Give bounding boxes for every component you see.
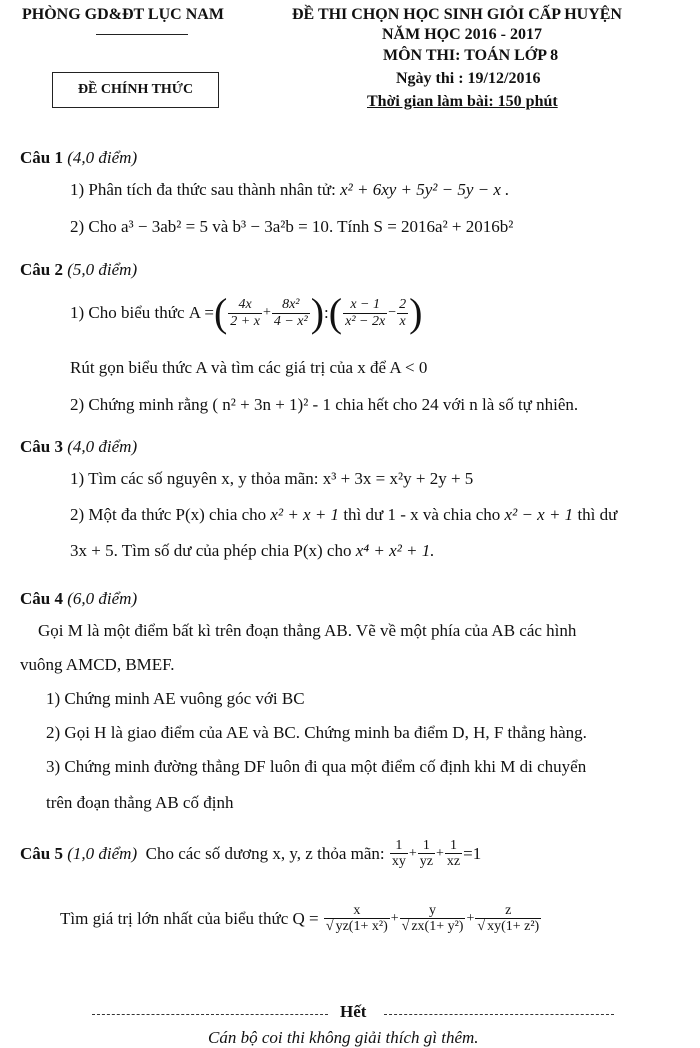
q2-part1: 1) Cho biểu thức A = ( $\frac{4x}{2 + x}$ + $\frac{\text{8x²}}{\text{4 − x²}}$ ) : ( $\frac{x - 1}{\text{x² − 2x}}$ − $\frac{2}{x}$ ) bbox=[70, 290, 423, 335]
fraction-q-x: $\frac{x}{\text{√ yz(1+ x²)}}$ bbox=[325, 903, 388, 935]
q1-p1-expr: x² + 6xy + 5y² − 5y − x . bbox=[340, 180, 510, 199]
q2-simplify: Rút gọn biểu thức A và tìm các giá trị của x để A < 0 bbox=[70, 358, 428, 377]
q1-p2-expr3: S = 2016a² + 2016b² bbox=[373, 217, 514, 236]
q3-p1-text: 1) Tìm các số nguyên x, y thỏa mãn: bbox=[70, 469, 319, 488]
q1-title: Câu 1 bbox=[20, 148, 63, 167]
q3-part2-line2 bbox=[70, 541, 435, 561]
q2-heading bbox=[20, 260, 137, 280]
fraction-4x: $\frac{4x}{2 + x}$ bbox=[230, 297, 260, 329]
q1-points: (4,0 điểm) bbox=[67, 148, 138, 167]
q4-part2: 2) Gọi H là giao điểm của AE và BC. Chứng minh ba điểm D, H, F thẳng hàng. bbox=[46, 723, 587, 742]
q2-part2: 2) Chứng minh rằng ( n² + 3n + 1)² - 1 chia hết cho 24 với n là số tự nhiên. bbox=[70, 395, 579, 414]
q2-points: (5,0 điểm) bbox=[67, 260, 138, 279]
fraction-q-z: $\frac{z}{\text{√ xy(1+ z²)}}$ bbox=[477, 903, 540, 935]
q1-p2-expr1: a³ − 3ab² = 5 bbox=[121, 217, 208, 236]
q5-condition-rhs: =1 bbox=[463, 843, 482, 863]
exam-subject: MÔN THI: TOÁN LỚP 8 bbox=[383, 47, 559, 64]
q4-intro-line1: Gọi M là một điểm bất kì trên đoạn thẳng AB. Vẽ về một phía của AB các hình bbox=[38, 621, 577, 640]
q1-p1-text: 1) Phân tích đa thức sau thành nhân tử: bbox=[70, 180, 336, 199]
official-label: ĐỀ CHÍNH THỨC bbox=[52, 72, 219, 108]
footer-dash-left bbox=[92, 1014, 328, 1015]
q3-title: Câu 3 bbox=[20, 437, 63, 456]
q3-points: (4,0 điểm) bbox=[67, 437, 138, 456]
q1-p2-and: và bbox=[212, 217, 229, 236]
q4-title: Câu 4 bbox=[20, 589, 63, 608]
fraction-1-xz: $\frac{1}{xz}$ bbox=[446, 838, 461, 870]
q3-p1-expr: x³ + 3x = x²y + 2y + 5 bbox=[322, 469, 474, 488]
q5-title: Câu 5 bbox=[20, 843, 63, 863]
school-year: NĂM HỌC 2016 - 2017 bbox=[382, 26, 542, 43]
open-paren: ( bbox=[213, 290, 228, 335]
end-marker: Hết bbox=[340, 1002, 367, 1021]
q5-condition-text: Cho các số dương x, y, z thỏa mãn: bbox=[145, 843, 385, 863]
exam-duration: Thời gian làm bài: 150 phút bbox=[367, 93, 558, 110]
exam-title: ĐỀ THI CHỌN HỌC SINH GIỎI CẤP HUYỆN bbox=[292, 6, 622, 23]
fraction-2-x: $\frac{2}{x}$ bbox=[399, 297, 407, 329]
q2-p1-text: 1) Cho biểu thức bbox=[70, 303, 185, 322]
fraction-8x2: $\frac{\text{8x²}}{\text{4 − x²}}$ bbox=[273, 297, 308, 329]
q4-heading bbox=[20, 589, 137, 609]
fraction-1-xy: $\frac{1}{xy}$ bbox=[391, 838, 406, 870]
fraction-1-yz: $\frac{1}{yz}$ bbox=[419, 838, 433, 870]
q5-Q-eq: Q = bbox=[292, 908, 319, 928]
q5-points: (1,0 điểm) bbox=[67, 843, 138, 863]
q5-find-line: Tìm giá trị lớn nhất của biểu thức Q = $\frac{x}{\text{√ yz(1+ x²)}}$ + $\frac{y}{\text{√ zx(1+ y²)}}$ + $\frac{z}{\text{√ xy(1+ z²)}}$ bbox=[60, 903, 540, 935]
q3-p2-a: 2) Một đa thức P(x) chia cho bbox=[70, 505, 267, 524]
q1-p2-text: 2) Cho bbox=[70, 217, 117, 236]
footer-dash-right bbox=[384, 1014, 614, 1015]
footer-note: Cán bộ coi thi không giải thích gì thêm. bbox=[208, 1028, 479, 1047]
q1-part2 bbox=[70, 217, 513, 237]
exam-date: Ngày thi : 19/12/2016 bbox=[396, 70, 541, 87]
q3-part2-line1 bbox=[70, 505, 617, 525]
q2-title: Câu 2 bbox=[20, 260, 63, 279]
q4-part3-line1: 3) Chứng minh đường thẳng DF luôn đi qua một điểm cố định khi M di chuyển bbox=[46, 757, 587, 776]
fraction-x-1: $\frac{x - 1}{\text{x² − 2x}}$ bbox=[345, 297, 386, 329]
q2-A-eq: A = bbox=[188, 303, 214, 322]
q3-p2-line2: 3x + 5. Tìm số dư của phép chia P(x) cho bbox=[70, 541, 352, 560]
q4-intro-line2: vuông AMCD, BMEF. bbox=[20, 655, 175, 674]
q3-divisor3: x⁴ + x² + 1. bbox=[355, 541, 435, 560]
q1-heading bbox=[20, 148, 137, 168]
q3-p2-b: thì dư 1 - x và chia cho bbox=[343, 505, 501, 524]
q1-p2-expr2: b³ − 3a²b = 10 bbox=[232, 217, 329, 236]
department-underline bbox=[96, 34, 188, 35]
q5-heading-line: Câu 5 (1,0 điểm) Cho các số dương x, y, z thỏa mãn: $\frac{1}{xy}$ + $\frac{1}{yz}$ + $\frac{1}{xz}$ =1 bbox=[20, 838, 482, 870]
q5-find-text: Tìm giá trị lớn nhất của biểu thức bbox=[60, 908, 289, 928]
q4-points: (6,0 điểm) bbox=[67, 589, 138, 608]
q3-p2-c: thì dư bbox=[577, 505, 618, 524]
close-paren-2: ) bbox=[409, 290, 423, 335]
q4-part3-line2: trên đoạn thẳng AB cố định bbox=[46, 793, 234, 812]
fraction-q-y: $\frac{y}{\text{√ zx(1+ y²)}}$ bbox=[401, 903, 464, 935]
q1-p2-compute: . Tính bbox=[328, 217, 370, 236]
q3-heading bbox=[20, 437, 137, 457]
close-paren: ) bbox=[310, 290, 325, 335]
q3-divisor2: x² − x + 1 bbox=[504, 505, 574, 524]
open-paren-2: ( bbox=[328, 290, 343, 335]
department-name: PHÒNG GD&ĐT LỤC NAM bbox=[22, 6, 224, 23]
q1-part1 bbox=[70, 180, 509, 200]
q3-part1 bbox=[70, 469, 473, 489]
q3-divisor1: x² + x + 1 bbox=[270, 505, 340, 524]
q4-part1: 1) Chứng minh AE vuông góc với BC bbox=[46, 689, 305, 708]
